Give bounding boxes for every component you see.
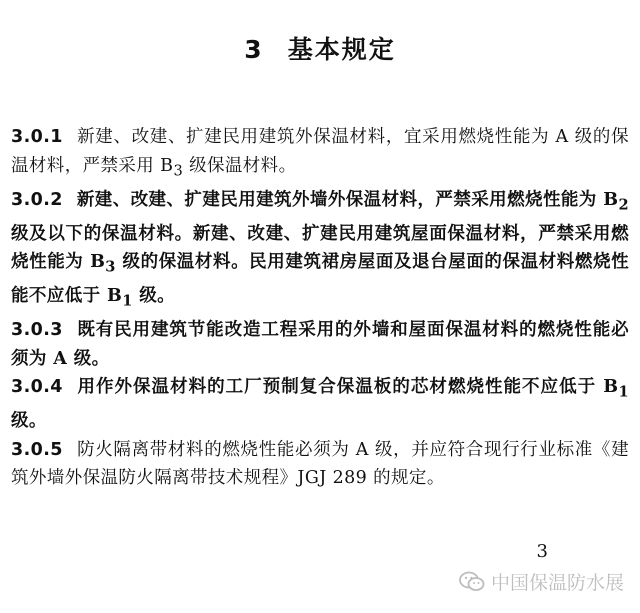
clause-3-0-5: 3.0.5 防火隔离带材料的燃烧性能必须为 A 级，并应符合现行行业标准《建筑外墙外保温防火隔离带技术规程》JGJ 289 的规定。 xyxy=(11,439,629,488)
clause-number: 3.0.2 xyxy=(11,189,63,210)
page-number: 3 xyxy=(536,541,548,562)
watermark xyxy=(459,568,624,595)
clause-number: 3.0.3 xyxy=(11,320,63,340)
watermark-text: 中国保温防水展 xyxy=(490,572,624,594)
section-number: 3 xyxy=(244,35,264,64)
clause-3-0-3: 3.0.3 既有民用建筑节能改造工程采用的外墙和屋面保温材料的燃烧性能必须为 A 级。 xyxy=(11,320,629,369)
wechat-icon xyxy=(459,571,485,593)
clause-number: 3.0.4 xyxy=(11,377,63,397)
clause-3-0-4: 3.0.4 用作外保温材料的工厂预制复合保温板的芯材燃烧性能不应低于 $B_1$ 级。 xyxy=(11,377,629,431)
clause-number: 3.0.1 xyxy=(11,127,63,147)
clause-3-0-2: 3.0.2 新建、改建、扩建民用建筑外墙外保温材料，严禁采用燃烧性能为 $B_2$ 级及以下的保温材料。新建、改建、扩建民用建筑屋面保温材料，严禁采用燃烧性能为 $B_3$ 级的保温材料。民用建筑裙房屋面及退台屋面的保温材料燃烧性能不应低于 $B_1$ 级。 xyxy=(11,189,629,310)
clause-3-0-1: 3.0.1 新建、改建、扩建民用建筑外保温材料，宜采用燃烧性能为 A 级的保温材料，严禁采用 $B_3$ 级保温材料。 xyxy=(11,127,629,179)
section-heading xyxy=(0,30,640,66)
section-title: 基本规定 xyxy=(287,35,396,64)
clause-list xyxy=(11,123,629,493)
clause-number: 3.0.5 xyxy=(11,439,63,460)
